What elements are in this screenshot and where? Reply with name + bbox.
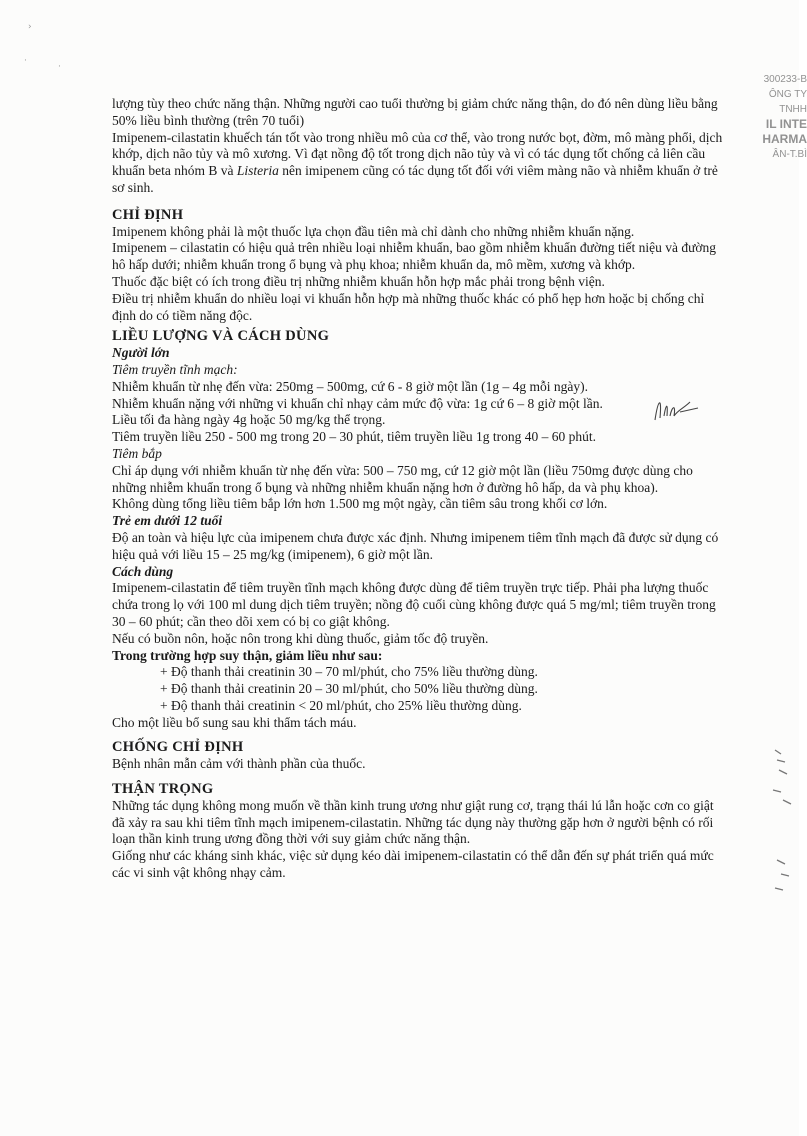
paragraph (112, 130, 724, 197)
paragraph: Giống như các kháng sinh khác, việc sử dụng kéo dài imipenem-cilastatin có thể dẫn đến sự phát triển quá mức các vi sinh vật không nhạy cảm. (112, 848, 714, 881)
paragraph: Chỉ áp dụng với nhiễm khuẩn từ nhẹ đến vừa: 500 – 750 mg, cứ 12 giờ một lần (liều 750mg được dùng cho những nhiễm khuẩn trong ổ bụng và những nhiễm khuẩn nặng hơn ở đường hô hấp, da và phụ khoa). (112, 462, 693, 495)
paragraph: Độ an toàn và hiệu lực của imipenem chưa được xác định. Nhưng imipenem tiêm tĩnh mạch đã được sử dụng có hiệu quả với liều 15 – 25 mg/kg (imipenem), 6 giờ một lần. (112, 529, 719, 562)
margin-mark: · (58, 62, 61, 72)
paragraph: Nếu có buồn nôn, hoặc nôn trong khi dùng thuốc, giảm tốc độ truyền. (112, 630, 489, 646)
stamp-line: IL INTE (765, 117, 807, 131)
paragraph: Thuốc đặc biệt có ích trong điều trị những nhiễm khuẩn hỗn hợp mắc phải trong bệnh viện. (112, 273, 605, 289)
paragraph: Imipenem không phải là một thuốc lựa chọn đầu tiên mà chỉ dành cho những nhiễm khuẩn nặng. (112, 223, 635, 239)
paragraph: Những tác dụng không mong muốn về thần kinh trung ương như giật rung cơ, trạng thái lú lẫn hoặc cơn co giật đã xảy ra sau khi tiêm tĩnh mạch imipenem-cilastatin. Những tác dụng này thường gặp hơn ở người bệnh có rối loạn thần kinh trung ương đồng thời với suy giảm chức năng thận. (112, 797, 714, 847)
paragraph: Điều trị nhiễm khuẩn do nhiều loại vi khuẩn hỗn hợp mà những thuốc khác có phổ hẹp hơn hoặc bị chống chỉ định do có tiềm năng độc. (112, 290, 705, 323)
company-stamp (747, 72, 807, 222)
stamp-line: ÂN-T.BÌ (772, 149, 807, 160)
paragraph: Nhiễm khuẩn nặng với những vi khuẩn chỉ nhạy cảm mức độ vừa: 1g cứ 6 – 8 giờ một lần. (112, 395, 603, 411)
margin-mark: · (24, 56, 27, 66)
subheading: Tiêm bắp (112, 445, 162, 461)
paragraph: Imipenem-cilastatin để tiêm truyền tĩnh mạch không được dùng để tiêm truyền trực tiếp. Phải pha lượng thuốc chứa trong lọ với 100 ml dung dịch tiêm truyền; nồng độ cuối cùng không được quá 5 mg/ml; tiêm truyền trong 30 – 60 phút; cần theo dõi xem có bị co giật không. (112, 580, 716, 629)
subheading: Tiêm truyền tĩnh mạch: (112, 361, 238, 377)
list-item: + Độ thanh thải creatinin < 20 ml/phút, cho 25% liều thường dùng. (160, 697, 522, 713)
section-heading: CHỈ ĐỊNH (112, 206, 184, 223)
document-body (112, 96, 724, 882)
margin-mark: › (28, 22, 32, 32)
paragraph-text: nên imipenem cũng có tác dụng tốt đối với viêm màng não và nhiễm khuẩn ở trẻ sơ sinh. (112, 163, 718, 195)
paragraph: Imipenem – cilastatin có hiệu quả trên nhiều loại nhiễm khuẩn, bao gồm nhiễm khuẩn đường tiết niệu và đường hô hấp dưới; nhiễm khuẩn trong ổ bụng và phụ khoa; nhiễm khuẩn da, mô mềm, xương và khớp. (112, 240, 717, 273)
edge-marks (769, 740, 799, 920)
subheading: Trong trường hợp suy thận, giảm liều như sau: (112, 647, 383, 663)
stamp-line: TNHH (779, 104, 807, 115)
paragraph-text: Listeria (236, 163, 279, 179)
subheading: Cách dùng (112, 563, 174, 579)
paragraph: Không dùng tổng liều tiêm bắp lớn hơn 1.500 mg một ngày, cần tiêm sâu trong khối cơ lớn. (112, 496, 608, 512)
list-item: + Độ thanh thải creatinin 20 – 30 ml/phút, cho 50% liều thường dùng. (160, 681, 538, 697)
subheading: Người lớn (112, 345, 170, 361)
stamp-line: HARMA (762, 132, 807, 146)
paragraph: lượng tùy theo chức năng thận. Những người cao tuổi thường bị giảm chức năng thận, do đó nên dùng liều bằng 50% liều bình thường (trên 70 tuổi) (112, 96, 718, 128)
section-heading: CHỐNG CHỈ ĐỊNH (112, 739, 244, 756)
paragraph: Bệnh nhân mẫn cảm với thành phần của thuốc. (112, 756, 366, 772)
paragraph: Cho một liều bổ sung sau khi thẩm tách máu. (112, 714, 357, 730)
stamp-line: ÔNG TY (768, 89, 807, 100)
paragraph: Tiêm truyền liều 250 - 500 mg trong 20 – 30 phút, tiêm truyền liều 1g trong 40 – 60 phút. (112, 429, 596, 445)
list-item: + Độ thanh thải creatinin 30 – 70 ml/phút, cho 75% liều thường dùng. (160, 664, 538, 680)
section-heading: THẬN TRỌNG (112, 781, 214, 798)
paragraph: Liều tối đa hàng ngày 4g hoặc 50 mg/kg thể trọng. (112, 412, 386, 428)
paragraph-text: Imipenem-cilastatin khuếch tán tốt vào trong nhiều mô của cơ thể, vào trong nước bọt, đờm, mô màng phổi, dịch khớp, dịch não tủy và mô xương. Vì đạt nồng độ tốt trong dịch não tủy và vì có tác dụng tốt chống cả liên cầu khuẩn beta nhóm B và (112, 129, 723, 179)
paragraph: Nhiễm khuẩn từ nhẹ đến vừa: 250mg – 500mg, cứ 6 - 8 giờ một lần (1g – 4g mỗi ngày). (112, 378, 589, 394)
subheading: Trẻ em dưới 12 tuổi (112, 513, 223, 529)
stamp-line: 300233-B (763, 74, 807, 85)
section-heading: LIỀU LƯỢNG VÀ CÁCH DÙNG (112, 328, 330, 345)
